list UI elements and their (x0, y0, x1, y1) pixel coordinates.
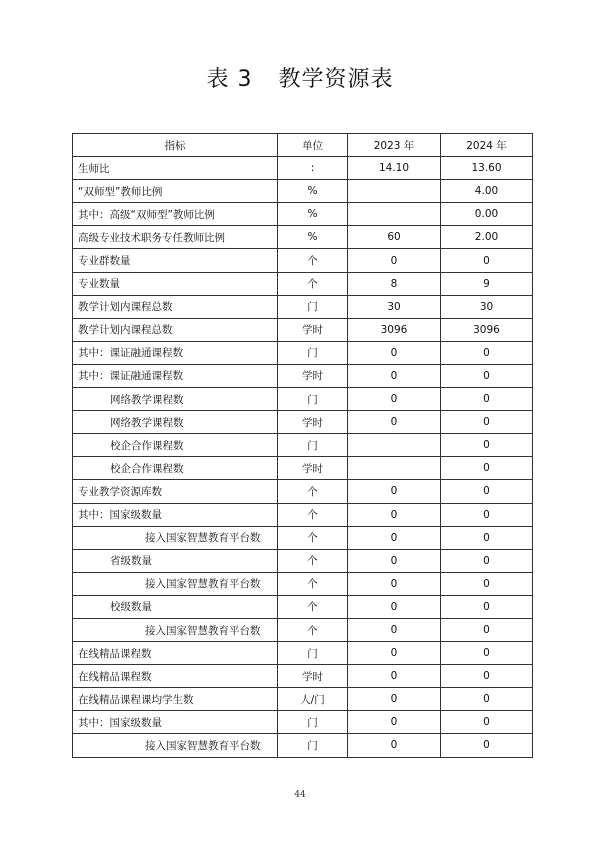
value-2023-cell: 0 (348, 364, 441, 387)
unit-cell: 门 (278, 434, 348, 457)
value-2023-cell (348, 203, 441, 226)
value-2024-cell: 0 (441, 249, 533, 272)
table-row (73, 549, 533, 572)
table-row (73, 249, 533, 272)
indicator-cell: 接入国家智慧教育平台数 (73, 526, 278, 549)
value-2024-cell: 0 (441, 457, 533, 480)
table-row (73, 688, 533, 711)
unit-cell: 学时 (278, 411, 348, 434)
unit-cell: 个 (278, 572, 348, 595)
unit-cell: % (278, 203, 348, 226)
unit-cell: 个 (278, 526, 348, 549)
header-2023: 2023 年 (348, 134, 441, 157)
value-2024-cell: 3096 (441, 318, 533, 341)
value-2024-cell: 0 (441, 642, 533, 665)
indicator-cell: 其中：课证融通课程数 (73, 341, 278, 364)
indicator-cell: 接入国家智慧教育平台数 (73, 734, 278, 757)
indicator-cell: 其中：课证融通课程数 (73, 364, 278, 387)
table-row (73, 272, 533, 295)
header-unit: 单位 (278, 134, 348, 157)
unit-cell: 门 (278, 295, 348, 318)
value-2024-cell: 0 (441, 711, 533, 734)
indicator-cell: 接入国家智慧教育平台数 (73, 618, 278, 641)
value-2024-cell: 0 (441, 526, 533, 549)
indicator-cell: 专业数量 (73, 272, 278, 295)
indicator-cell: 在线精品课程数 (73, 642, 278, 665)
value-2023-cell: 0 (348, 665, 441, 688)
indicator-cell: 专业教学资源库数 (73, 480, 278, 503)
indicator-cell: 其中：国家级数量 (73, 503, 278, 526)
unit-cell: 学时 (278, 665, 348, 688)
value-2024-cell: 4.00 (441, 180, 533, 203)
value-2023-cell (348, 457, 441, 480)
header-indicator: 指标 (73, 134, 278, 157)
unit-cell: 个 (278, 503, 348, 526)
table-row (73, 711, 533, 734)
indicator-cell: 生师比 (73, 157, 278, 180)
value-2024-cell: 0 (441, 665, 533, 688)
table-row (73, 665, 533, 688)
table-row (73, 203, 533, 226)
table-row (73, 180, 533, 203)
indicator-cell: “双师型”教师比例 (73, 180, 278, 203)
value-2024-cell: 0 (441, 595, 533, 618)
value-2024-cell: 0 (441, 734, 533, 757)
value-2024-cell: 0 (441, 364, 533, 387)
value-2023-cell: 0 (348, 572, 441, 595)
table-row (73, 388, 533, 411)
value-2024-cell: 0 (441, 503, 533, 526)
value-2023-cell: 14.10 (348, 157, 441, 180)
value-2024-cell: 0.00 (441, 203, 533, 226)
indicator-cell: 省级数量 (73, 549, 278, 572)
indicator-cell: 网络教学课程数 (73, 388, 278, 411)
unit-cell: % (278, 226, 348, 249)
table-row (73, 364, 533, 387)
page-number: 44 (294, 790, 306, 800)
value-2023-cell: 60 (348, 226, 441, 249)
table-title: 教学资源表 (278, 67, 394, 92)
value-2024-cell: 0 (441, 480, 533, 503)
unit-cell: 个 (278, 549, 348, 572)
value-2023-cell: 0 (348, 503, 441, 526)
unit-cell: 学时 (278, 318, 348, 341)
value-2023-cell (348, 180, 441, 203)
table-row (73, 295, 533, 318)
table-number: 表 3 (206, 67, 253, 92)
table-row (73, 595, 533, 618)
value-2023-cell: 0 (348, 526, 441, 549)
value-2023-cell: 0 (348, 688, 441, 711)
table-row (73, 434, 533, 457)
value-2023-cell: 0 (348, 249, 441, 272)
value-2023-cell: 0 (348, 595, 441, 618)
value-2024-cell: 30 (441, 295, 533, 318)
value-2023-cell: 3096 (348, 318, 441, 341)
unit-cell: 个 (278, 249, 348, 272)
unit-cell: 个 (278, 595, 348, 618)
indicator-cell: 专业群数量 (73, 249, 278, 272)
value-2024-cell: 0 (441, 411, 533, 434)
indicator-cell: 接入国家智慧教育平台数 (73, 572, 278, 595)
value-2024-cell: 0 (441, 388, 533, 411)
unit-cell: 个 (278, 272, 348, 295)
value-2024-cell: 0 (441, 618, 533, 641)
table-row (73, 226, 533, 249)
unit-cell: 学时 (278, 457, 348, 480)
indicator-cell: 其中：国家级数量 (73, 711, 278, 734)
table-row (73, 503, 533, 526)
unit-cell: 门 (278, 734, 348, 757)
value-2024-cell: 0 (441, 572, 533, 595)
indicator-cell: 在线精品课程课均学生数 (73, 688, 278, 711)
value-2024-cell: 0 (441, 549, 533, 572)
unit-cell: 学时 (278, 364, 348, 387)
value-2023-cell: 0 (348, 411, 441, 434)
indicator-cell: 在线精品课程数 (73, 665, 278, 688)
indicator-cell: 网络教学课程数 (73, 411, 278, 434)
table-row (73, 526, 533, 549)
value-2023-cell: 0 (348, 480, 441, 503)
value-2023-cell: 30 (348, 295, 441, 318)
unit-cell: % (278, 180, 348, 203)
value-2023-cell: 0 (348, 642, 441, 665)
value-2023-cell: 0 (348, 388, 441, 411)
value-2023-cell: 0 (348, 734, 441, 757)
indicator-cell: 教学计划内课程总数 (73, 295, 278, 318)
value-2024-cell: 9 (441, 272, 533, 295)
table-row (73, 618, 533, 641)
value-2023-cell: 0 (348, 618, 441, 641)
value-2024-cell: 13.60 (441, 157, 533, 180)
unit-cell: 个 (278, 618, 348, 641)
indicator-cell: 校级数量 (73, 595, 278, 618)
indicator-cell: 高级专业技术职务专任教师比例 (73, 226, 278, 249)
value-2024-cell: 0 (441, 341, 533, 364)
table-row (73, 734, 533, 757)
value-2024-cell: 2.00 (441, 226, 533, 249)
unit-cell: 门 (278, 388, 348, 411)
table-row (73, 457, 533, 480)
indicator-cell: 校企合作课程数 (73, 434, 278, 457)
unit-cell: 人/门 (278, 688, 348, 711)
unit-cell: 门 (278, 642, 348, 665)
value-2023-cell: 0 (348, 549, 441, 572)
value-2023-cell: 8 (348, 272, 441, 295)
value-2024-cell: 0 (441, 688, 533, 711)
header-2024: 2024 年 (441, 134, 533, 157)
value-2023-cell: 0 (348, 711, 441, 734)
unit-cell: 门 (278, 711, 348, 734)
indicator-cell: 教学计划内课程总数 (73, 318, 278, 341)
teaching-resources-table (72, 133, 533, 758)
table-row (73, 318, 533, 341)
table-row (73, 411, 533, 434)
indicator-cell: 校企合作课程数 (73, 457, 278, 480)
unit-cell: 门 (278, 341, 348, 364)
table-row (73, 480, 533, 503)
table-row (73, 157, 533, 180)
unit-cell: 个 (278, 480, 348, 503)
indicator-cell: 其中：高级“双师型”教师比例 (73, 203, 278, 226)
value-2023-cell (348, 434, 441, 457)
page-title (0, 62, 600, 93)
value-2023-cell: 0 (348, 341, 441, 364)
table-row (73, 341, 533, 364)
table-header-row (73, 134, 533, 157)
table-row (73, 642, 533, 665)
table-row (73, 572, 533, 595)
value-2024-cell: 0 (441, 434, 533, 457)
unit-cell: : (278, 157, 348, 180)
